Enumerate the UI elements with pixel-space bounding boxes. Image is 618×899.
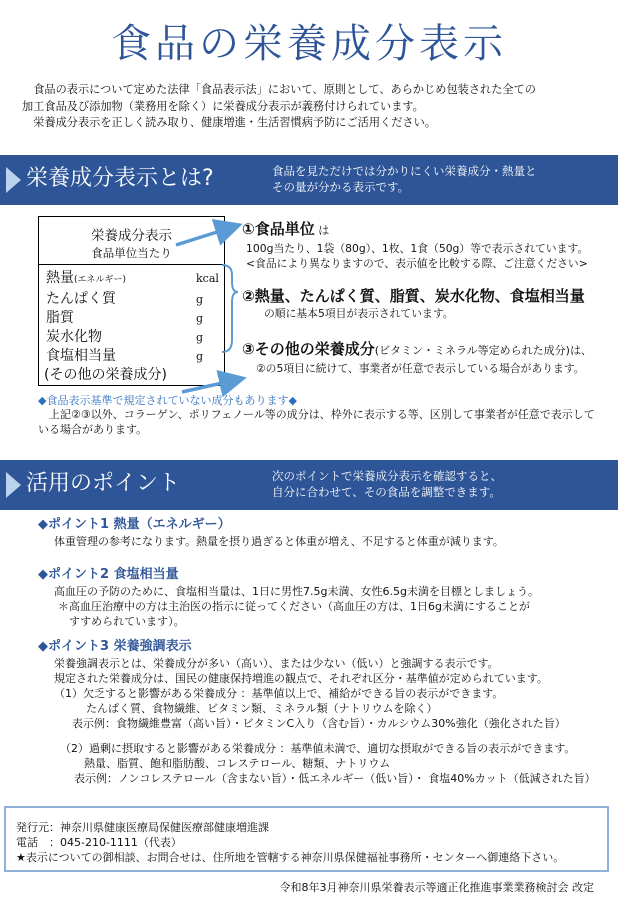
point-text: （2）過剰に摂取すると影響がある栄養成分 ：基準値未満で、適切な摂取ができる旨の表示ができます。 (60, 742, 576, 755)
nutrient-unit: kcal (196, 272, 219, 285)
point-text: すすめられています）。 (58, 615, 185, 628)
point-text: 体重管理の参考になります。熱量を摂り過ぎると体重が増え、不足すると体重が減ります。 (54, 535, 504, 548)
phone-line: 電話 ：045-210-1111（代表） (16, 836, 182, 849)
publisher-line: 発行元：神奈川県健康医療局保健医療部健康増進課 (16, 821, 269, 834)
item-text: <食品により異なりますので、表示値を比較する際、ご注意ください> (246, 257, 588, 270)
intro-line: 栄養成分表示を正しく読み取り、健康増進・生活習慣病予防にご活用ください。 (22, 116, 436, 129)
item-text: 100g当たり、1袋（80g）、1枚、1食（50g）等で表示されています。 (246, 242, 589, 255)
item-basic-five (242, 286, 585, 321)
label-header (39, 217, 224, 265)
label-heading: 栄養成分表示 (91, 228, 172, 244)
section-banner-points (0, 460, 618, 510)
nutrient-note: (エネルギー) (74, 275, 127, 285)
intro-line: 加工食品及び添加物（業務用を除く）に栄養成分表示が義務付けられています。 (22, 99, 424, 113)
label-row (46, 290, 224, 309)
section-title: 栄養成分表示とは? (26, 166, 214, 191)
item-heading: ③その他の栄養成分 (242, 340, 375, 358)
item-heading: ①食品単位 (242, 220, 315, 238)
point-text: （1）欠乏すると影響がある栄養成分 ：基準値以上で、補給ができる旨の表示ができます。 (54, 687, 504, 700)
point-text: 表示例：ノンコレステロール（含まない旨）・低エネルギー（低い旨）・ 食塩40%カット（低減された旨） (74, 772, 596, 785)
subtitle-line: 自分に合わせて、その食品を調整できます。 (272, 485, 501, 499)
label-subheading: 食品単位当たり (91, 246, 172, 260)
publisher-info-box (4, 806, 609, 872)
point-heading: ◆ポイント2 食塩相当量 (38, 567, 179, 582)
nutrient-unit: g (196, 312, 204, 325)
section-banner-what-is (0, 155, 618, 205)
point-text: 規定された栄養成分は、国民の健康保持増進の観点で、それぞれ区分・基準値が定められています。 (54, 672, 548, 685)
nutrient-name: 脂質 (46, 310, 74, 326)
note-title: ◆食品表示基準で規定されていない成分もあります◆ (38, 394, 297, 407)
point-text: 熱量、脂質、飽和脂肪酸、コレステロール、糖類、ナトリウム (84, 757, 391, 770)
point-text: 栄養強調表示とは、栄養成分が多い（高い）、または少ない（低い）と強調する表示です。 (54, 657, 499, 670)
subtitle-line: その量が分かる表示です。 (272, 180, 410, 194)
intro-line: 食品の表示について定めた法律「食品表示法」において、原則として、あらかじめ包装された全ての (22, 83, 536, 96)
point-text: ＊高血圧治療中の方は主治医の指示に従ってください（高血圧の方は、1日6g未満にすることが (58, 600, 530, 613)
section-title: 活用のポイント (26, 471, 181, 496)
item-text: の順に基本5項目が表示されています。 (264, 307, 454, 320)
item-text: ②の5項目に続けて、事業者が任意で表示している場合があります。 (256, 362, 585, 375)
page-title: 食品の栄養成分表示 (111, 21, 507, 67)
nutrition-label-sample (38, 216, 225, 386)
nutrient-name: たんぱく質 (46, 291, 116, 307)
label-other-nutrients: (その他の栄養成分) (44, 367, 167, 383)
nutrient-name: 炭水化物 (46, 329, 102, 345)
item-heading: ②熱量、たんぱく質、脂質、炭水化物、食塩相当量 (242, 287, 585, 305)
nutrient-unit: g (196, 350, 204, 363)
nutrient-name: 熱量 (46, 270, 74, 286)
nutrient-unit: g (196, 331, 204, 344)
point-heading: ◆ポイント3 栄養強調表示 (38, 639, 192, 654)
label-row (46, 309, 224, 328)
label-rows (39, 265, 224, 385)
intro-paragraph (22, 82, 612, 132)
label-row (46, 328, 224, 347)
triangle-icon (6, 167, 21, 193)
subtitle-line: 次のポイントで栄養成分表示を確認すると、 (272, 469, 502, 483)
nutrient-name: 食塩相当量 (46, 348, 116, 364)
item-heading-tail: (ビタミン・ミネラル等定められた成分)は、 (374, 344, 592, 357)
note-body: 上記②③以外、コラーゲン、ポリフェノール等の成分は、枠外に表示する等、区別して事業者が任意で表示している場合があります。 (38, 408, 595, 436)
label-row (46, 269, 224, 290)
point-energy (38, 516, 504, 549)
label-row (46, 347, 224, 366)
point-text: 高血圧の予防のために、食塩相当量は、1日に男性7.5g未満、女性6.5g未満を目標としましょう。 (54, 585, 539, 598)
point-text: たんぱく質、食物繊維、ビタミン類、ミネラル類（ナトリウムを除く） (86, 702, 438, 715)
subtitle-line: 食品を見ただけでは分かりにくい栄養成分・熱量と (272, 164, 537, 178)
triangle-icon (6, 472, 21, 498)
item-food-unit (242, 219, 588, 271)
point-nutrient-claims (38, 638, 596, 786)
revision-note: 令和8年3月神奈川県栄養表示等適正化推進事業業務検討会 改定 (279, 881, 594, 894)
point-salt (38, 566, 539, 629)
point-text: 表示例：食物繊維豊富（高い旨）・ビタミンC入り（含む旨）・カルシウム30%強化（強化された旨） (72, 717, 566, 730)
item-heading-tail: は (314, 224, 330, 237)
item-other-nutrients (242, 339, 592, 376)
section-subtitle (272, 468, 502, 500)
section-subtitle (272, 163, 537, 195)
nutrient-unit: g (196, 293, 204, 306)
contact-line: ★表示についての御相談、お問合せは、住所地を管轄する神奈川県保健福祉事務所・センターへ御連絡下さい。 (16, 851, 565, 864)
point-heading: ◆ポイント1 熱量（エネルギー） (38, 517, 231, 532)
